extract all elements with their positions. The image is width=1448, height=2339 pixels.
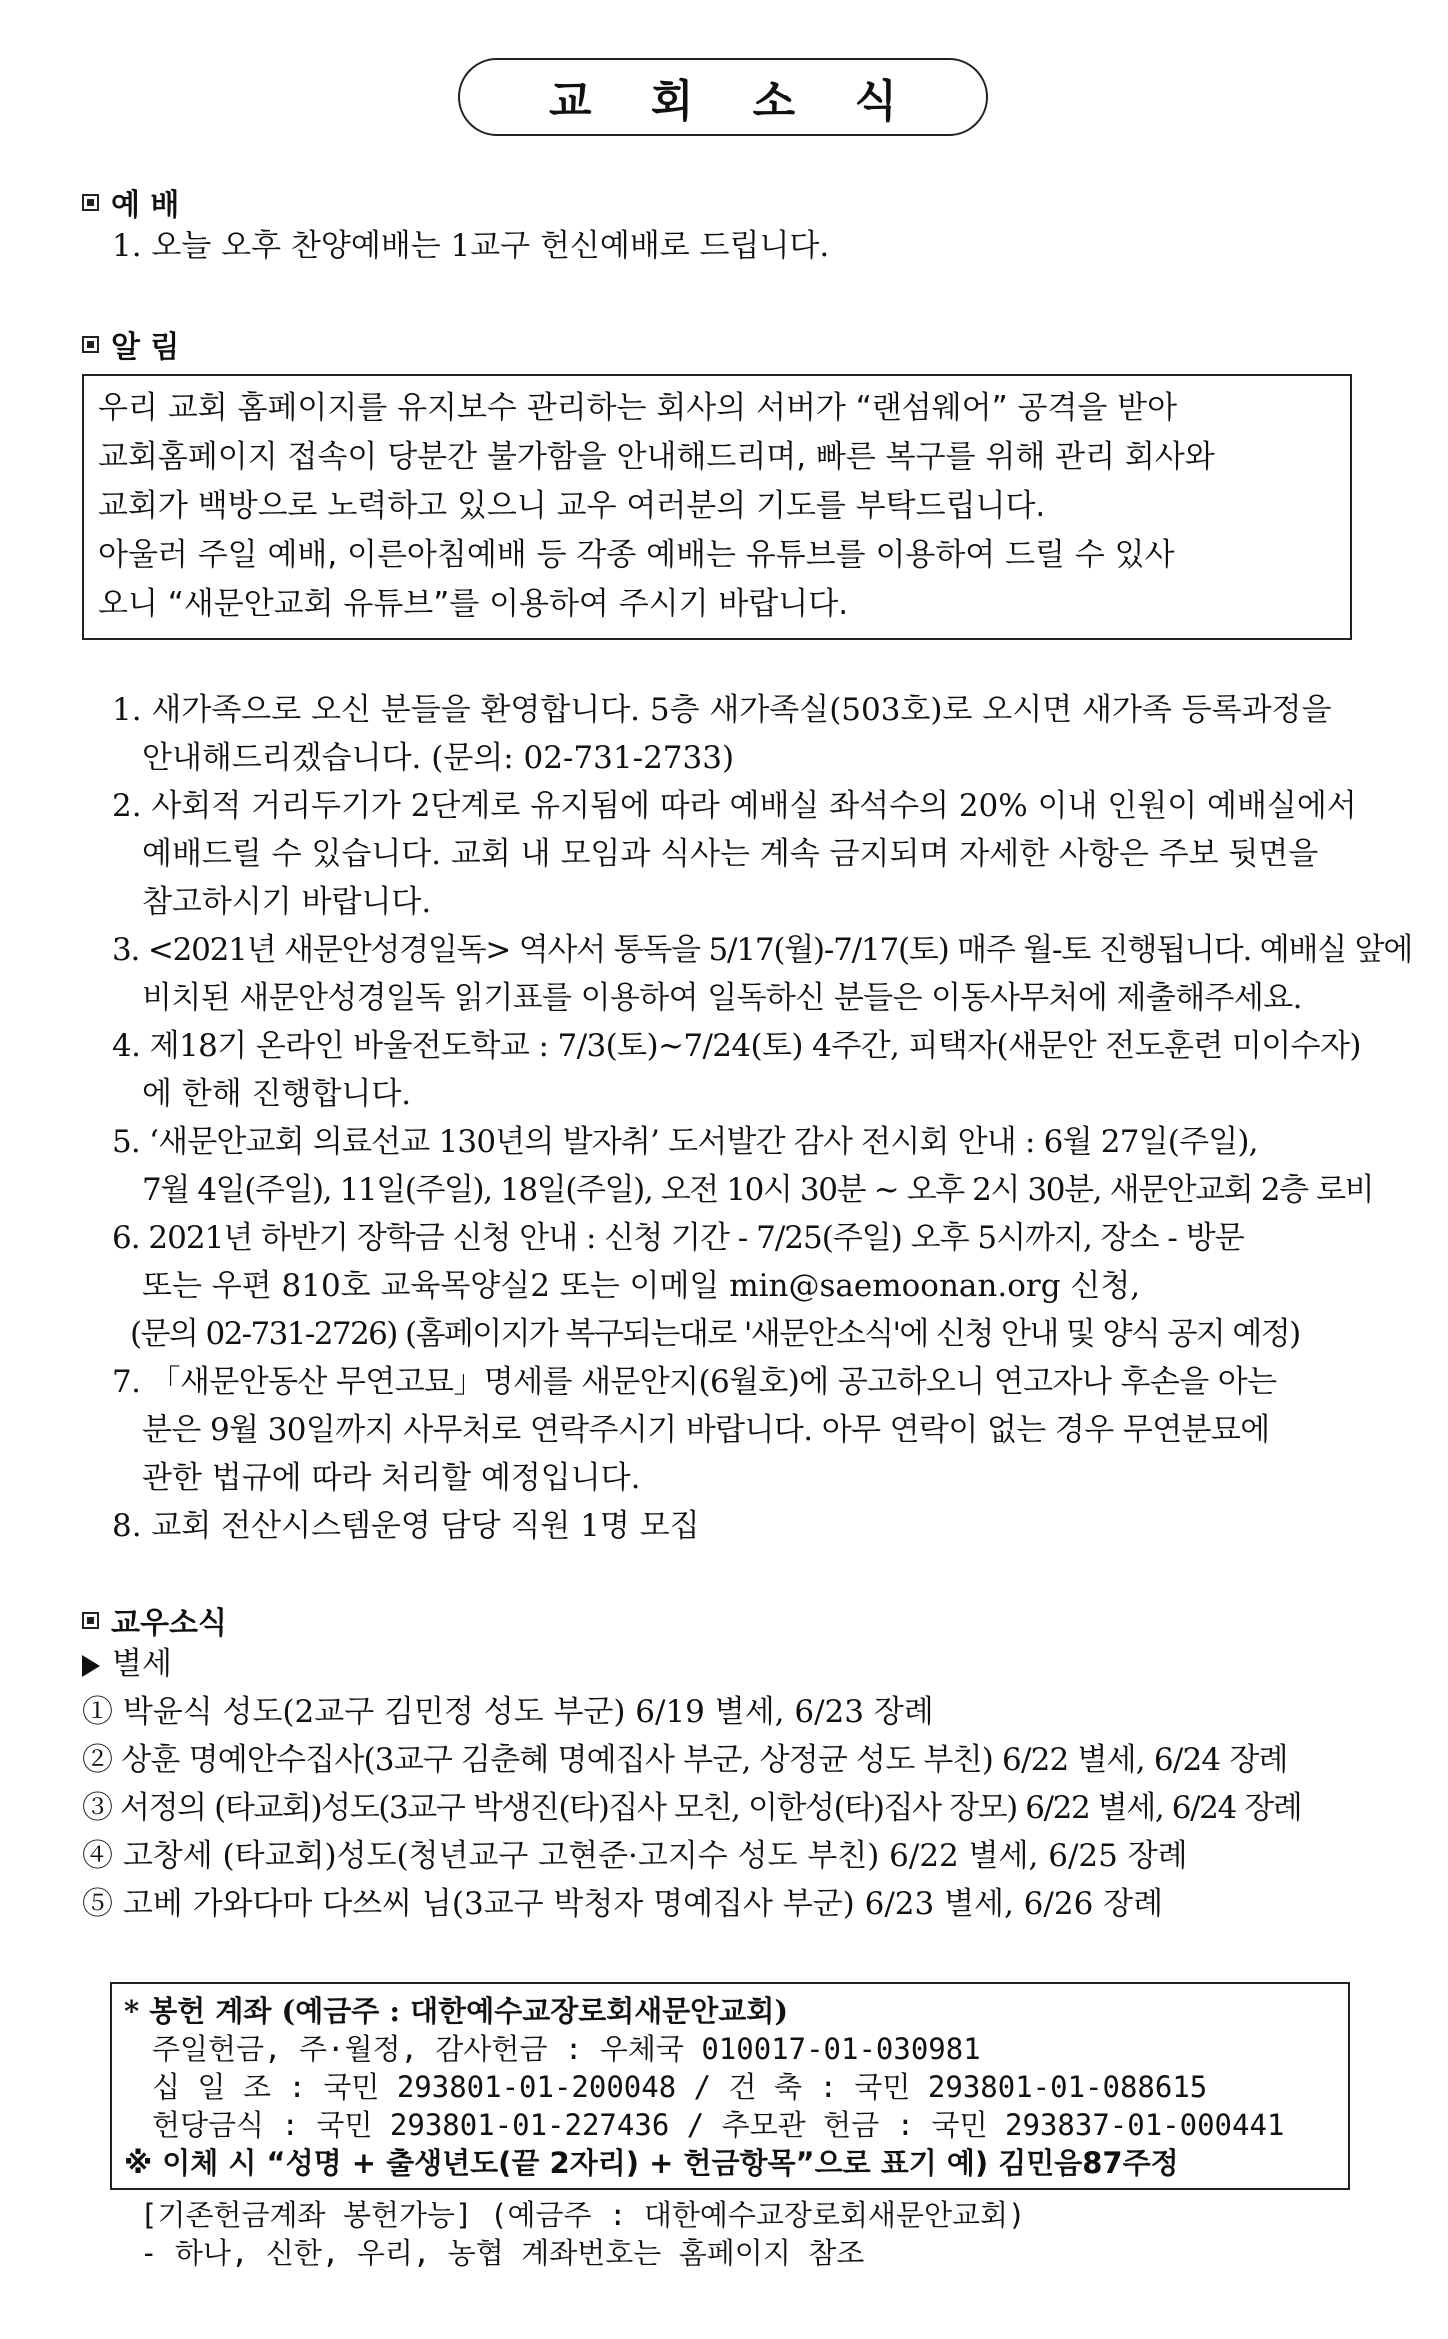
- notice-box-line: 교회가 백방으로 노력하고 있으니 교우 여러분의 기도를 부탁드립니다.: [98, 488, 1046, 524]
- offering-accounts-box: [110, 1982, 1350, 2190]
- notice-heading-label: 알 림: [111, 330, 180, 365]
- notice-list: [112, 686, 1412, 1550]
- notice-item: 2. 사회적 거리두기가 2단계로 유지됨에 따라 예배실 좌석수의 20% 이내 인원이 예배실에서: [112, 788, 1357, 824]
- notice-item: 예배드릴 수 있습니다. 교회 내 모임과 식사는 계속 금지되며 자세한 사항은 주보 뒷면을: [142, 836, 1319, 872]
- notice-item: 5. ‘새문안교회 의료선교 130년의 발자취’ 도서발간 감사 전시회 안내 : 6월 27일(주일),: [112, 1124, 1258, 1160]
- notice-item: 1. 새가족으로 오신 분들을 환영합니다. 5층 새가족실(503호)로 오시면 새가족 등록과정을: [112, 692, 1332, 728]
- notice-heading: [82, 322, 179, 366]
- account-line: 십 일 조 : 국민 293801-01-200048 / 건 축 : 국민 293801-01-088615: [152, 2070, 1208, 2104]
- account-line: 헌당금식 : 국민 293801-01-227436 / 추모관 헌금 : 국민 293837-01-000441: [152, 2108, 1285, 2142]
- notice-item: 또는 우편 810호 교육목양실2 또는 이메일 min@saemoonan.org 신청,: [142, 1268, 1141, 1304]
- page-title: 교 회 소 식: [458, 58, 988, 136]
- account-line: 주일헌금, 주·월정, 감사헌금 : 우체국 010017-01-030981: [152, 2032, 981, 2066]
- members-list: [82, 1688, 1301, 1928]
- members-subheading-label: 별세: [112, 1646, 172, 1682]
- notice-item: 8. 교회 전산시스템운영 담당 직원 1명 모집: [112, 1508, 700, 1544]
- members-heading-label: 교우소식: [111, 1606, 227, 1641]
- notice-item: 관한 법규에 따라 처리할 예정입니다.: [142, 1460, 641, 1496]
- notice-item: 6. 2021년 하반기 장학금 신청 안내 : 신청 기간 - 7/25(주일) 오후 5시까지, 장소 - 방문: [112, 1220, 1244, 1256]
- accounts-note: ※ 이체 시 “성명 + 출생년도(끝 2자리) + 헌금항목”으로 표기 예) 김민음87주정: [124, 2146, 1179, 2180]
- members-subheading: [82, 1640, 172, 1688]
- notice-item: 참고하시기 바랍니다.: [142, 884, 432, 920]
- notice-box-line: 우리 교회 홈페이지를 유지보수 관리하는 회사의 서버가 “랜섬웨어” 공격을 받아: [98, 390, 1178, 426]
- notice-item: 분은 9월 30일까지 사무처로 연락주시기 바랍니다. 아무 연락이 없는 경우 무연분묘에: [142, 1412, 1270, 1448]
- square-bullet-icon: [82, 1612, 99, 1629]
- members-heading: [82, 1598, 227, 1642]
- legacy-accounts-reference: - 하나, 신한, 우리, 농협 계좌번호는 홈페이지 참조: [140, 2236, 865, 2270]
- member-item: ⑤ 고베 가와다마 다쓰씨 님(3교구 박청자 명예집사 부군) 6/23 별세, 6/26 장례: [82, 1886, 1164, 1922]
- notice-item: 3. <2021년 새문안성경일독> 역사서 통독을 5/17(월)-7/17(토) 매주 월-토 진행됩니다. 예배실 앞에: [112, 932, 1413, 968]
- notice-item: 비치된 새문안성경일독 읽기표를 이용하여 일독하신 분들은 이동사무처에 제출해주세요.: [142, 980, 1302, 1016]
- notice-box: [82, 374, 1352, 640]
- square-bullet-icon: [82, 194, 99, 211]
- member-item: ② 상훈 명예안수집사(3교구 김춘혜 명예집사 부군, 상정균 성도 부친) 6/22 별세, 6/24 장례: [82, 1742, 1288, 1778]
- notice-item: 7. 「새문안동산 무연고묘」명세를 새문안지(6월호)에 공고하오니 연고자나 후손을 아는: [112, 1364, 1277, 1400]
- notice-box-line: 교회홈페이지 접속이 당분간 불가함을 안내해드리며, 빠른 복구를 위해 관리 회사와: [98, 439, 1215, 475]
- notice-item: 에 한해 진행합니다.: [142, 1076, 412, 1112]
- member-item: ③ 서정의 (타교회)성도(3교구 박생진(타)집사 모친, 이한성(타)집사 장모) 6/22 별세, 6/24 장례: [82, 1790, 1302, 1826]
- notice-item: 7월 4일(주일), 11일(주일), 18일(주일), 오전 10시 30분 ~ 오후 2시 30분, 새문안교회 2층 로비: [142, 1172, 1374, 1208]
- worship-heading: [82, 180, 179, 224]
- notice-box-line: 오니 “새문안교회 유튜브”를 이용하여 주시기 바랍니다.: [98, 586, 849, 622]
- notice-item: 안내해드리겠습니다. (문의: 02-731-2733): [142, 740, 735, 776]
- member-item: ④ 고창세 (타교회)성도(청년교구 고현준·고지수 성도 부친) 6/22 별세, 6/25 장례: [82, 1838, 1188, 1874]
- accounts-title: * 봉헌 계좌 (예금주 : 대한예수교장로회새문안교회): [124, 1994, 789, 2028]
- notice-item: (문의 02-731-2726) (홈페이지가 복구되는대로 '새문안소식'에 신청 안내 및 양식 공지 예정): [130, 1316, 1300, 1352]
- legacy-accounts-note: [기존헌금계좌 봉헌가능] (예금주 : 대한예수교장로회새문안교회): [140, 2198, 1026, 2232]
- notice-item: 4. 제18기 온라인 바울전도학교 : 7/3(토)~7/24(토) 4주간, 피택자(새문안 전도훈련 미이수자): [112, 1028, 1361, 1064]
- worship-item: 1. 오늘 오후 찬양예배는 1교구 헌신예배로 드립니다.: [112, 228, 830, 264]
- member-item: ① 박윤식 성도(2교구 김민정 성도 부군) 6/19 별세, 6/23 장례: [82, 1694, 934, 1730]
- notice-box-line: 아울러 주일 예배, 이른아침예배 등 각종 예배는 유튜브를 이용하여 드릴 수 있사: [98, 537, 1175, 573]
- worship-heading-label: 예 배: [111, 188, 180, 223]
- play-triangle-icon: [82, 1655, 100, 1677]
- square-bullet-icon: [82, 336, 99, 353]
